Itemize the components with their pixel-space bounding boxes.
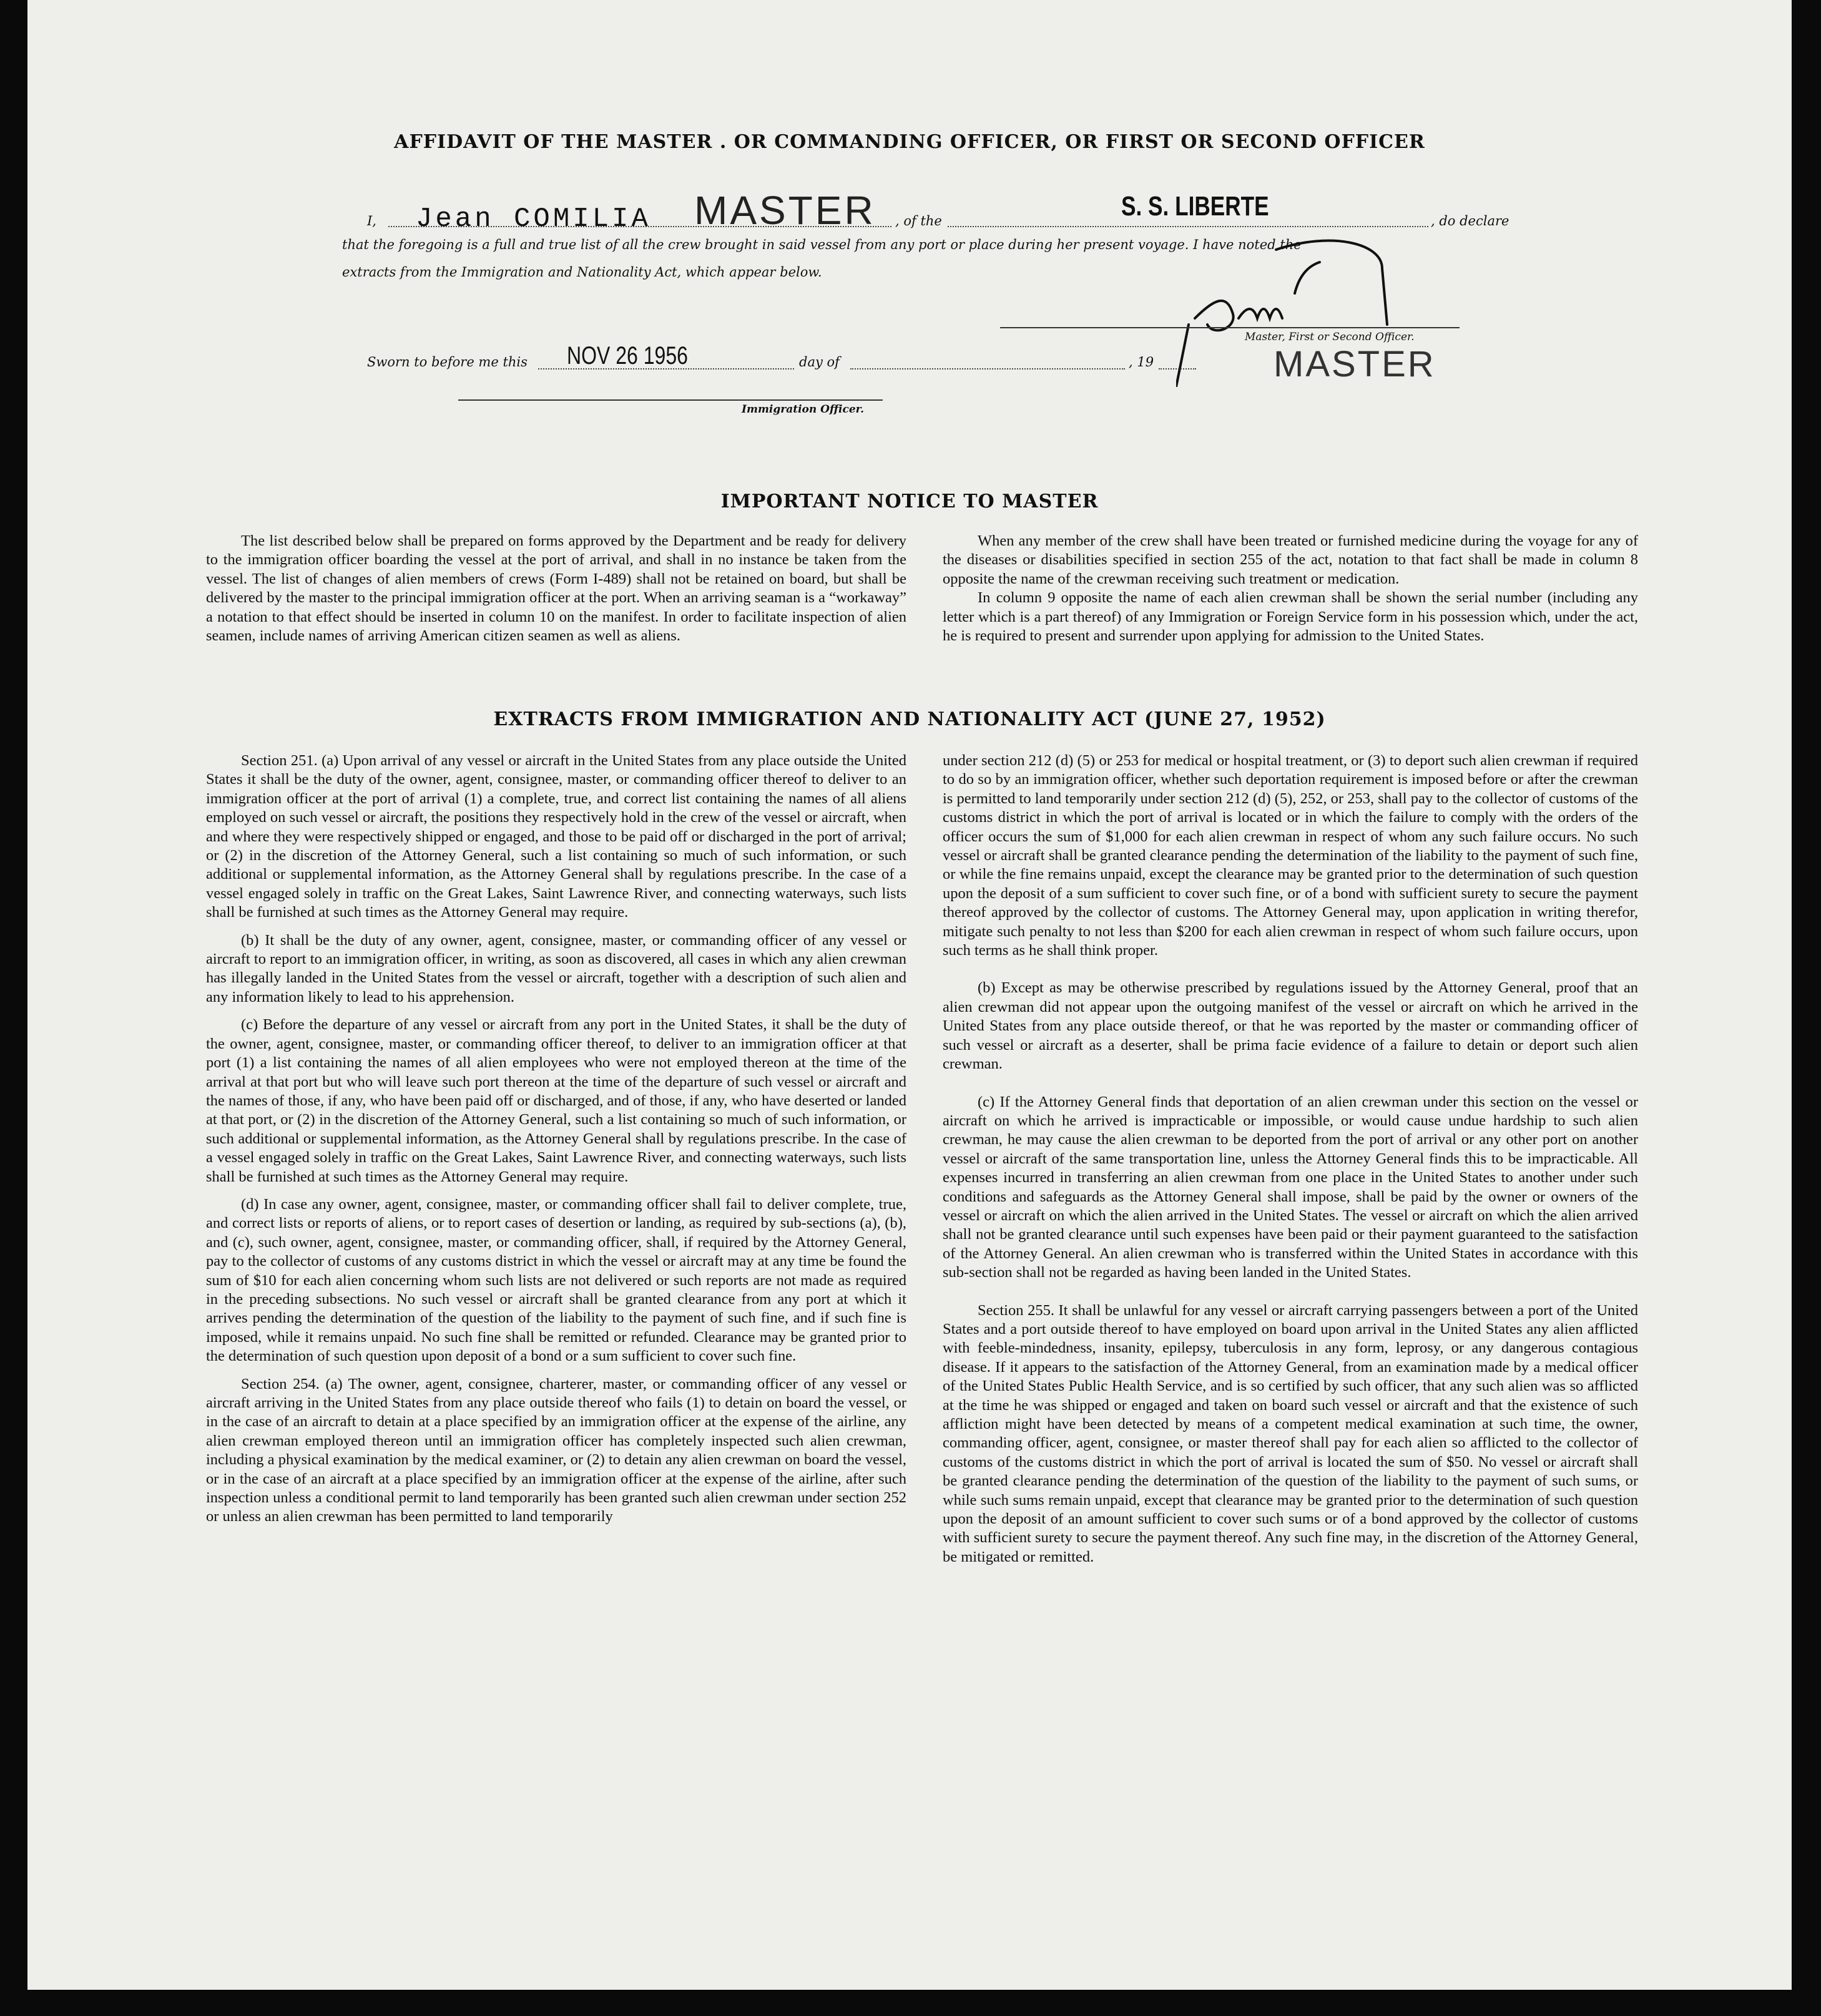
notice-left-column — [206, 532, 906, 654]
document-page — [27, 0, 1792, 1990]
extracts-left-column — [206, 751, 906, 1535]
sworn-label: Sworn to before me this — [367, 355, 528, 369]
day-of-label: day of — [799, 355, 840, 369]
section-254-a: Section 254. (a) The owner, agent, consignee, charterer, master, or commanding officer of any vessel or aircraft arriving in the United States from any place outside thereof who fails (1) to detain on board the vessel, or in the case of an aircraft to detain at a place specified by an immigration officer at the expense of the airline, any alien crewman employed thereon until an immigration officer has completely inspected such alien crewman, including a physical examination by the medical examiner, or (2) to detain any alien crewman on board the vessel, or in the case of an aircraft at a place specified by an immigration officer at the expense of the airline, after such inspection unless a conditional permit to land temporarily has been granted such alien crewman under section 252 or unless an alien crewman has been permitted to land temporarily — [206, 1375, 906, 1525]
name-handwritten: Jean COMILIA — [416, 203, 651, 235]
section-254-a-continued: under section 212 (d) (5) or 253 for medical or hospital treatment, or (3) to deport such alien crewman if required to do so by an immigration officer, whether such deportation requirement is imposed before or after the crewman is permitted to land temporarily under section 212 (d) (5), 252, or 253, shall pay to the collector of customs of the customs district in which the port of arrival is located or in which the failure to comply with the orders of the officer occurs the sum of $1,000 for each alien crewman in respect of whom any such failure occurs. No such vessel or aircraft shall be granted clearance pending the determination of the liability to the payment of such fine, or while the fine remains unpaid, except the clearance may be granted prior to the determination of such question upon the deposit of a sum sufficient to cover such fine, or of a bond with sufficient surety to secure the payment thereof approved by the collector of customs. The Attorney General may, upon application in writing therefor, mitigate such penalty to not less than $200 for each alien crewman in respect of whom such failure occurs, upon such terms as he shall think proper. — [943, 752, 1638, 959]
i-label: I, — [367, 213, 376, 228]
master-stamp: MASTER — [1274, 344, 1436, 384]
section-251-a: Section 251. (a) Upon arrival of any vessel or aircraft in the United States from any place outside the United States it shall be the duty of the owner, agent, consignee, master, or commanding officer thereof to deliver to an immigration officer at the port of arrival (1) a complete, true, and correct list containing the names of all aliens employed on such vessel or aircraft, the positions they respectively hold in the crew of the vessel or aircraft, when and where they were respectively shipped or engaged, and those to be paid off or discharged in the port of arrival; or (2) in the discretion of the Attorney General, such a list containing so much of such information, or such additional or supplemental information, as the Attorney General shall by regulations prescribe. In the case of a vessel engaged solely in traffic on the Great Lakes, Saint Lawrence River, and connecting waterways, such lists shall be furnished at such times as the Attorney General may require. — [206, 752, 906, 921]
ship-name: S. S. LIBERTE — [1121, 191, 1269, 222]
declaration-line-3: extracts from the Immigration and Nationality Act, which appear below. — [342, 265, 822, 280]
name-stamp: MASTER — [694, 188, 876, 233]
notice-left-paragraph: The list described below shall be prepared on forms approved by the Department and be ready for delivery to the immigration officer boarding the vessel at the port of arrival, and shall in no instance be taken from the vessel. The list of changes of alien members of crews (Form I-489) shall not be retained on board, but shall be delivered by the master to the principal immigration officer at the port. When an arriving seaman is a “workaway” a notation to that effect should be inserted in column 10 on the manifest. In order to facilitate inspection of alien seamen, include names of arriving American citizen seamen as well as aliens. — [206, 532, 906, 645]
do-declare-label: , do declare — [1431, 213, 1509, 228]
notice-right-column — [943, 532, 1638, 654]
notice-right-paragraph-2: In column 9 opposite the name of each alien crewman shall be shown the serial number (including any letter which is a part thereof) of any Immigration or Foreign Service form in his possession which, under the act, he is required to present and surrender upon applying for admission to the United States. — [943, 589, 1638, 645]
notice-right-paragraph-1: When any member of the crew shall have been treated or furnished medicine during the voyage for any of the diseases or disabilities specified in section 255 of the act, notation to that fact shall be made in column 8 opposite the name of the crewman receiving such treatment or medication. — [943, 532, 1638, 587]
year-line — [1159, 368, 1196, 369]
declaration-line-2: that the foregoing is a full and true list of all the crew brought in said vessel from any port or place during her present voyage. I have noted the — [342, 237, 1302, 252]
extracts-title: EXTRACTS FROM IMMIGRATION AND NATIONALITY ACT (JUNE 27, 1952) — [493, 708, 1326, 730]
affidavit-title: AFFIDAVIT OF THE MASTER . OR COMMANDING OFFICER, OR FIRST OR SECOND OFFICER — [394, 131, 1425, 153]
section-251-d: (d) In case any owner, agent, consignee, master, or commanding officer shall fail to deliver complete, true, and correct lists or reports of aliens, or to report cases of desertion or landing, as required by sub-sections (a), (b), and (c), such owner, agent, consignee, master, or commanding officer, shall, if required by the Attorney General, pay to the collector of customs of any customs district in which the vessel or aircraft may at any time be found the sum of $10 for each alien concerning whom such lists are not delivered or such reports are not made as required in the preceding subsections. No such vessel or aircraft shall be granted clearance from any port at which it arrives pending the determination of the question of the liability to the payment of such fine, and if such fine is imposed, while it remains unpaid. No such fine shall be remitted or refunded. Clearance may be granted prior to the determination of such question upon deposit of a bond or a sum sufficient to cover such fine. — [206, 1195, 906, 1365]
month-line — [850, 368, 1125, 369]
section-254-b: (b) Except as may be otherwise prescribed by regulations issued by the Attorney General, proof that an alien crewman did not appear upon the outgoing manifest of the vessel or aircraft on which he arrived in the United States from any place outside thereof, or that he was reported by the master or commanding officer of such vessel or aircraft as a deserter, shall be prima facie evidence of a failure to detain or deport such alien crewman. — [943, 979, 1638, 1073]
section-254-c: (c) If the Attorney General finds that deportation of an alien crewman under this section on the vessel or aircraft on which he arrived is impracticable or impossible, or would cause undue hardship to such alien crewman, he may cause the alien crewman to be deported from the port of arrival or any other port on another vessel or aircraft of the same transportation line, unless the Attorney General finds this to be impracticable. All expenses incurred in transferring an alien crewman from one place in the United States to another under such conditions and safeguards as the Attorney General shall impose, shall be paid by the owner or owners of the vessel or aircraft on which the alien arrived in the United States. The vessel or aircraft on which the alien arrived shall not be granted clearance until such expenses have been paid or their payment guaranteed to the satisfaction of the Attorney General. An alien crewman who is transferred within the United States in accordance with this sub-section shall not be regarded as having been landed in the United States. — [943, 1093, 1638, 1281]
section-251-c: (c) Before the departure of any vessel or aircraft from any port in the United States, it shall be the duty of the owner, agent, consignee, master, or commanding officer thereof, to deliver to an immigration officer at that port (1) a list containing the names of all alien employees who were not employed thereon at the time of the arrival at that port but who will leave such port thereon at the time of the departure of such vessel or aircraft and the names of those, if any, who have been paid off or discharged, and of those, if any, who have deserted or landed at that port, or (2) in the discretion of the Attorney General, such a list containing so much of such information, or such additional or supplemental information, as the Attorney General shall by regulations prescribe. In the case of a vessel engaged solely in traffic on the Great Lakes, Saint Lawrence River, and connecting waterways, such lists shall be furnished at such times as the Attorney General may require. — [206, 1016, 906, 1185]
sworn-date-stamp: NOV 26 1956 — [567, 342, 688, 369]
year-prefix: , 19 — [1129, 355, 1154, 369]
section-251-b: (b) It shall be the duty of any owner, agent, consignee, master, or commanding officer of any vessel or aircraft to report to an immigration officer, in writing, as soon as discovered, all cases in which any alien crewman has illegally landed in the United States from the vessel or aircraft, together with a description of such alien and any information likely to lead to his apprehension. — [206, 931, 906, 1006]
officer-signature-line — [458, 399, 883, 401]
extracts-right-column — [943, 751, 1638, 1575]
section-255: Section 255. It shall be unlawful for any vessel or aircraft carrying passengers between a port of the United States and a port outside thereof to have employed on board upon arrival in the United States any alien afflicted with feeble-mindedness, insanity, epilepsy, tuberculosis in any form, leprosy, or any dangerous contagious disease. If it appears to the satisfaction of the Attorney General, from an examination made by a medical officer of the United States Public Health Service, and is so certified by such officer, that any such alien was so afflicted at the time he was shipped or engaged and taken on board such vessel or aircraft and that the existence of such affliction might have been detected by means of a competent medical examination at such time, the owner, commanding officer, agent, consignee, or master thereof shall pay for each alien so afflicted to the collector of customs of the customs district in which the port of arrival is located the sum of $50. No vessel or aircraft shall be granted clearance pending the determination of the question of the liability to the payment of such sums, or while such sums remain unpaid, except that clearance may be granted prior to the determination of such question upon the deposit of an amount sufficient to cover such sums or of a bond approved by the collector of customs with sufficient surety to secure the payment thereof. Any such fine may, in the discretion of the Attorney General, be mitigated or remitted. — [943, 1301, 1638, 1565]
signer-caption: Master, First or Second Officer. — [1245, 331, 1415, 343]
signature-line — [1000, 327, 1460, 328]
notice-title: IMPORTANT NOTICE TO MASTER — [720, 491, 1099, 512]
of-the-label: , of the — [895, 213, 942, 228]
officer-caption: Immigration Officer. — [742, 403, 864, 416]
